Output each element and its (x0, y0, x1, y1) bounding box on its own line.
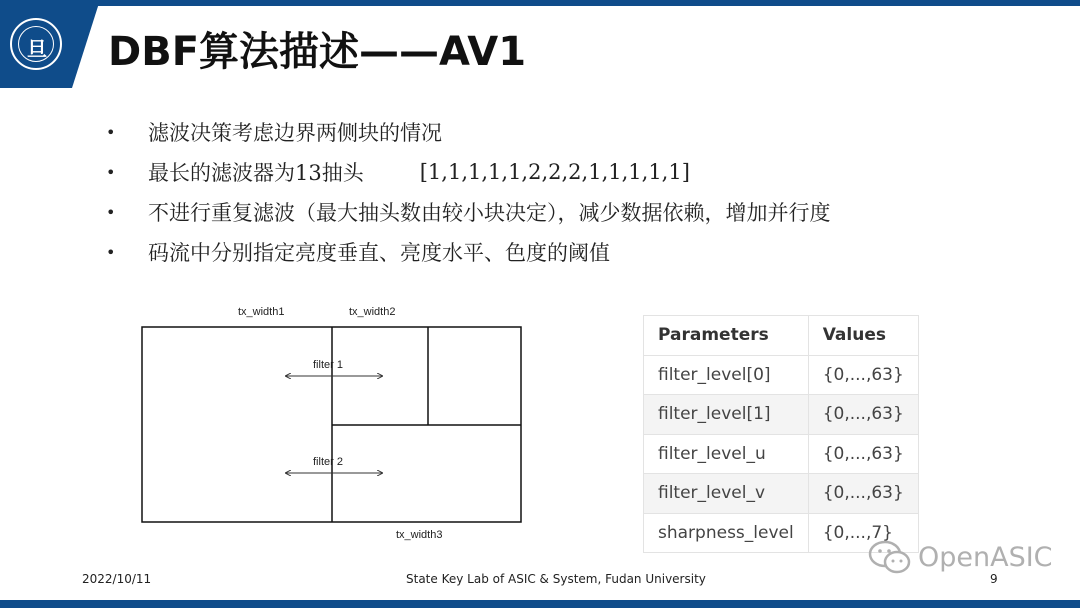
value-cell: {0,...,63} (808, 355, 918, 395)
table-header-row (644, 316, 919, 356)
header-parameters: Parameters (644, 316, 809, 356)
slide-title: DBF算法描述——AV1 (108, 29, 527, 75)
param-cell: filter_level_u (644, 434, 809, 474)
bullet-text: 最长的滤波器为13抽头 (148, 161, 364, 185)
header-values: Values (808, 316, 918, 356)
bullet-item (106, 232, 831, 272)
param-cell: filter_level[1] (644, 395, 809, 435)
filter2-label: filter 2 (313, 456, 343, 468)
value-cell: {0,...,63} (808, 395, 918, 435)
bullet-list (106, 112, 831, 272)
bullet-item (106, 152, 831, 192)
page-number: 9 (990, 572, 998, 586)
value-cell: {0,...,7} (808, 513, 918, 553)
filter1-label: filter 1 (313, 359, 343, 371)
watermark-text: OpenASIC (918, 541, 1053, 573)
bullet-text: 滤波决策考虑边界两侧块的情况 (148, 121, 442, 145)
param-cell: filter_level[0] (644, 355, 809, 395)
footer-institution: State Key Lab of ASIC & System, Fudan University (406, 572, 706, 586)
bullet-item (106, 192, 831, 232)
top-accent-bar (0, 0, 1080, 6)
watermark (866, 538, 1053, 576)
value-cell: {0,...,63} (808, 434, 918, 474)
table-row (644, 474, 919, 514)
table-row (644, 395, 919, 435)
bullet-marker: • (106, 122, 116, 142)
tx-width3-label: tx_width3 (396, 529, 443, 541)
footer-date: 2022/10/11 (82, 572, 152, 586)
table-row (644, 434, 919, 474)
bottom-accent-bar (0, 600, 1080, 608)
wechat-icon (866, 538, 914, 576)
param-cell: sharpness_level (644, 513, 809, 553)
bullet-marker: • (106, 162, 116, 182)
university-seal-logo (10, 18, 62, 70)
tx-width1-label: tx_width1 (238, 306, 285, 318)
bullet-marker: • (106, 242, 116, 262)
bullet-text: 不进行重复滤波（最大抽头数由较小块决定），减少数据依赖，增加并行度 (148, 201, 831, 225)
seal-glyph: 旦 (27, 37, 47, 61)
value-cell: {0,...,63} (808, 474, 918, 514)
table-row (644, 355, 919, 395)
bullet-marker: • (106, 202, 116, 222)
tx-width2-label: tx_width2 (349, 306, 396, 318)
param-cell: filter_level_v (644, 474, 809, 514)
bullet-item (106, 112, 831, 152)
transform-block-diagram (130, 300, 540, 550)
bullet-text: 码流中分别指定亮度垂直、亮度水平、色度的阈值 (148, 241, 610, 265)
filter-taps-sequence: [1,1,1,1,1,2,2,2,1,1,1,1,1] (419, 160, 690, 184)
parameters-table (643, 315, 919, 553)
